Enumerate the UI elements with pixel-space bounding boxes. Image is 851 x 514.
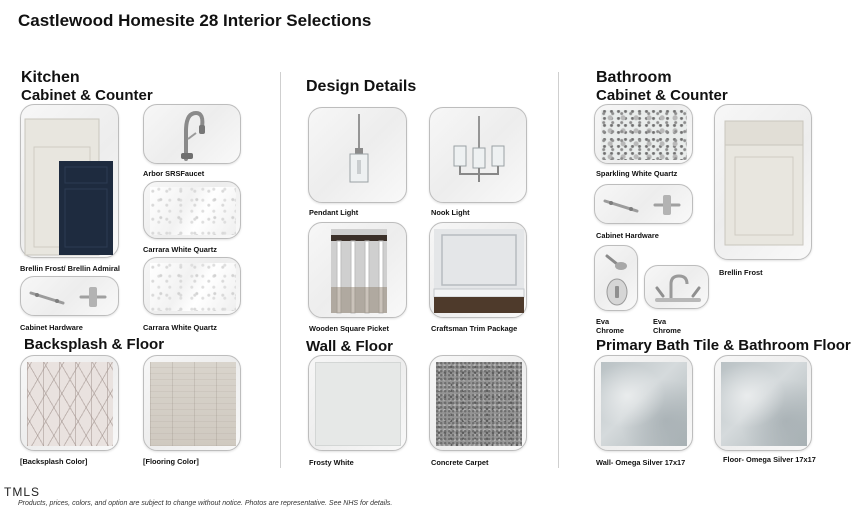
bath-hardware-caption: Cabinet Hardware: [596, 231, 659, 240]
picket-card: [308, 222, 407, 318]
kitchen-cabinet-card: [20, 104, 119, 258]
shower-valve-icon: [599, 250, 635, 308]
nook-light-icon: [448, 116, 510, 198]
trim-caption: Craftsman Trim Package: [431, 324, 518, 333]
flooring-card: [143, 355, 241, 451]
backsplash-caption: [Backsplash Color]: [20, 457, 88, 466]
quartz-1-card: [143, 181, 241, 239]
bathroom-subheading: Cabinet & Counter: [596, 87, 728, 104]
column-divider-1: [280, 72, 281, 468]
page-title: Castlewood Homesite 28 Interior Selections: [18, 11, 372, 30]
faucet-icon: [172, 109, 212, 161]
bath-tile-heading: Primary Bath Tile & Bathroom Floor: [596, 337, 851, 354]
floor-tile-card: [714, 355, 812, 451]
carpet-card: [429, 355, 527, 451]
trim-image: [434, 229, 524, 313]
quartz-1-swatch: [150, 187, 236, 235]
eva-shower-caption: Eva Chrome: [596, 317, 624, 335]
cabinet-pull-icon: [25, 283, 115, 311]
picket-caption: Wooden Square Picket: [309, 324, 389, 333]
quartz-2-swatch: [150, 263, 236, 311]
kitchen-cabinet-caption: Brellin Frost/ Brellin Admiral: [20, 264, 120, 273]
sparkling-quartz-swatch: [601, 110, 687, 160]
frosty-white-swatch: [315, 362, 401, 446]
frosty-white-card: [308, 355, 407, 451]
sparkling-quartz-caption: Sparkling White Quartz: [596, 169, 678, 178]
kitchen-hardware-card: [20, 276, 119, 316]
kitchen-cabinet-image: [25, 119, 115, 255]
bath-cabinet-caption: Brellin Frost: [719, 268, 763, 277]
flooring-caption: [Flooring Color]: [143, 457, 199, 466]
floor-tile-swatch: [721, 362, 807, 446]
bathroom-heading: Bathroom: [596, 69, 672, 86]
quartz-2-card: [143, 257, 241, 315]
pendant-card: [308, 107, 407, 203]
wall-tile-card: [594, 355, 693, 451]
backsplash-card: [20, 355, 119, 451]
bath-faucet-icon: [649, 270, 706, 306]
column-divider-2: [558, 72, 559, 468]
frosty-white-caption: Frosty White: [309, 458, 354, 467]
design-heading: Design Details: [306, 78, 417, 95]
nook-caption: Nook Light: [431, 208, 470, 217]
sparkling-quartz-card: [594, 104, 693, 164]
backsplash-swatch: [27, 362, 113, 446]
trim-card: [429, 222, 527, 318]
carpet-caption: Concrete Carpet: [431, 458, 489, 467]
kitchen-hardware-caption: Cabinet Hardware: [20, 323, 83, 332]
kitchen-subheading: Cabinet & Counter: [21, 87, 153, 104]
pendant-light-icon: [339, 114, 379, 198]
pendant-caption: Pendant Light: [309, 208, 359, 217]
disclaimer-text: Products, prices, colors, and option are subject to change without notice. Photos are representative. See NHS for details.: [18, 500, 393, 507]
faucet-card: [143, 104, 241, 164]
bath-cabinet-card: [714, 104, 812, 260]
wall-tile-swatch: [601, 362, 687, 446]
bath-pull-icon: [599, 191, 689, 219]
quartz-1-caption: Carrara White Quartz: [143, 245, 217, 254]
bath-cabinet-image: [725, 121, 803, 245]
mls-logo: TMLS: [4, 485, 41, 499]
eva-faucet-card: [644, 265, 709, 309]
kitchen-heading: Kitchen: [21, 69, 80, 86]
floor-tile-caption: Floor- Omega Silver 17x17: [723, 455, 816, 464]
eva-faucet-caption: Eva Chrome: [653, 317, 681, 335]
nook-card: [429, 107, 527, 203]
carpet-swatch: [436, 362, 522, 446]
quartz-2-caption: Carrara White Quartz: [143, 323, 217, 332]
bath-hardware-card: [594, 184, 693, 224]
backsplash-floor-heading: Backsplash & Floor: [24, 336, 165, 353]
faucet-caption: Arbor SRSFaucet: [143, 169, 205, 178]
eva-shower-card: [594, 245, 638, 311]
picket-image: [331, 229, 387, 313]
flooring-swatch: [150, 362, 236, 446]
wall-floor-heading: Wall & Floor: [306, 338, 393, 355]
wall-tile-caption: Wall- Omega Silver 17x17: [596, 458, 686, 467]
